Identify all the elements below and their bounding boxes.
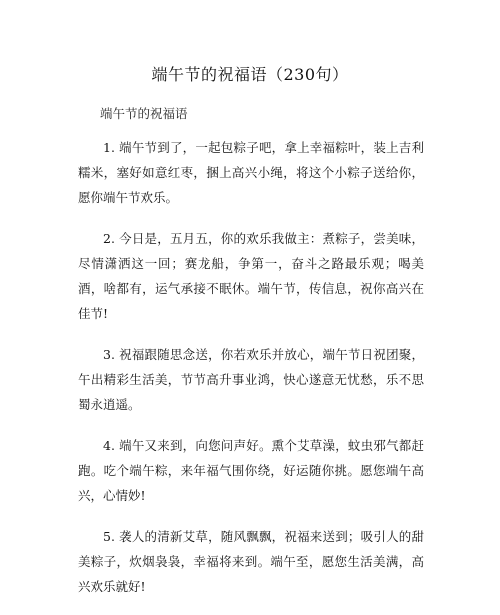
paragraph-1: 1. 端午节到了，一起包粽子吧，拿上幸福粽叶，装上吉利糯米，塞好如意红枣，捆上高兴小绳，将这个小粽子送给你，愿你端午节欢乐。 [78,140,424,205]
paragraph-4: 4. 端午又来到，向您问声好。熏个艾草澡，蚊虫邪气都赶跑。吃个端午粽，来年福气围你绕，好运随你挑。愿您端午高兴，心情妙! [78,438,424,503]
paragraph-2: 2. 今日是，五月五，你的欢乐我做主：煮粽子，尝美味，尽情潇洒这一回；赛龙船，争第一，奋斗之路最乐观；喝美酒，啥都有，运气承接不眠休。端午节，传信息，祝你高兴在佳节! [78,231,424,321]
document-title: 端午节的祝福语（230句） [151,65,349,84]
paragraph-3: 3. 祝福跟随思念送，你若欢乐并放心，端午节日祝团聚，午出精彩生活美，节节高升事业鸿，快心遂意无忧愁，乐不思蜀永逍遥。 [78,347,424,412]
document-subtitle: 端午节的祝福语 [100,106,188,121]
paragraph-5: 5. 袭人的清新艾草，随风飘飘，祝福来送到；吸引人的甜美粽子，炊烟袅袅，幸福将来到。端午至，愿您生活美满，高兴欢乐就好! [78,529,424,594]
document-body [78,135,424,615]
